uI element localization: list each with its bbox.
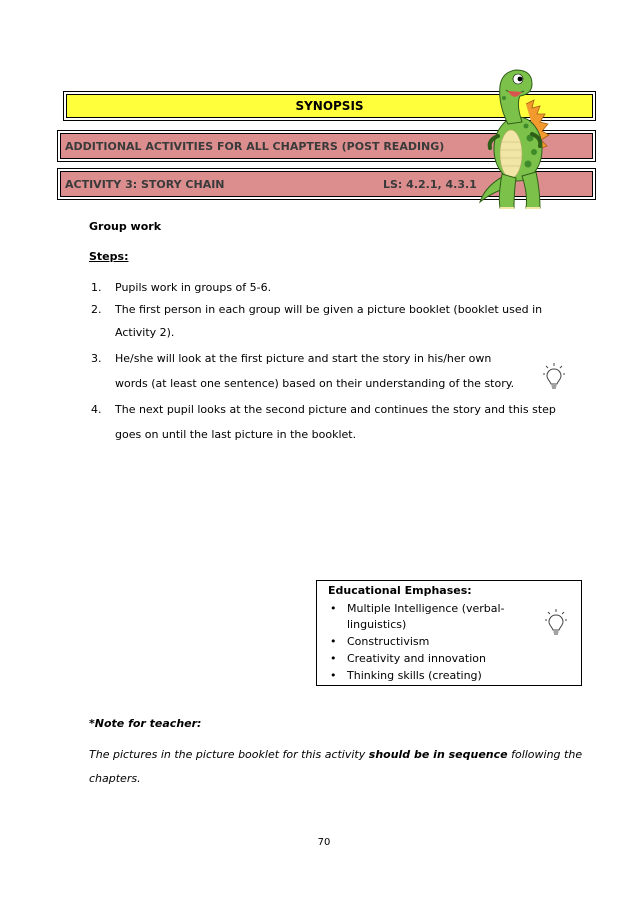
note-text-cont: chapters.	[89, 772, 141, 785]
emphasis-item: Creativity and innovation	[347, 652, 486, 665]
step-3-text: He/she will look at the first picture and start the story in his/her own	[115, 352, 492, 365]
bullet: •	[330, 669, 337, 682]
additional-activities-title: ADDITIONAL ACTIVITIES FOR ALL CHAPTERS (POST READING)	[65, 139, 445, 153]
page-number: 70	[317, 837, 331, 848]
synopsis-title: SYNOPSIS	[295, 99, 364, 113]
step-2-text: The first person in each group will be given a picture booklet (booklet used in	[115, 303, 543, 316]
note-text-post: following the	[507, 748, 583, 761]
step-4-text: The next pupil looks at the second picture and continues the story and this step	[115, 403, 556, 416]
activity-title: ACTIVITY 3: STORY CHAIN	[65, 177, 225, 191]
lightbulb-icon	[545, 608, 567, 638]
step-3-text-cont: words (at least one sentence) based on their understanding of the story.	[115, 377, 515, 390]
note-heading: *Note for teacher:	[89, 717, 202, 730]
group-work-label: Group work	[89, 220, 162, 233]
emphasis-item-cont: linguistics)	[347, 618, 407, 631]
emphasis-item: Constructivism	[347, 635, 430, 648]
step-1-text: Pupils work in groups of 5-6.	[115, 281, 272, 294]
emphasis-item: Multiple Intelligence (verbal-	[347, 602, 505, 615]
bullet: •	[330, 602, 337, 615]
step-4-number: 4.	[91, 403, 102, 416]
educational-emphases-box	[316, 580, 582, 686]
lightbulb-icon	[543, 362, 565, 392]
step-4-text-cont: goes on until the last picture in the booklet.	[115, 428, 357, 441]
note-text	[89, 748, 582, 761]
dinosaur-illustration	[478, 64, 558, 214]
learning-standard: LS: 4.2.1, 4.3.1	[383, 177, 477, 191]
bullet: •	[330, 652, 337, 665]
emphases-title: Educational Emphases:	[328, 584, 472, 597]
emphasis-item: Thinking skills (creating)	[347, 669, 482, 682]
step-2-number: 2.	[91, 303, 102, 316]
bullet: •	[330, 635, 337, 648]
steps-heading: Steps:	[89, 250, 129, 263]
step-3-number: 3.	[91, 352, 102, 365]
step-1-number: 1.	[91, 281, 102, 294]
step-2-text-cont: Activity 2).	[115, 326, 175, 339]
note-text-pre: The pictures in the picture booklet for this activity	[89, 748, 369, 761]
note-text-emphasis: should be in sequence	[368, 748, 508, 761]
